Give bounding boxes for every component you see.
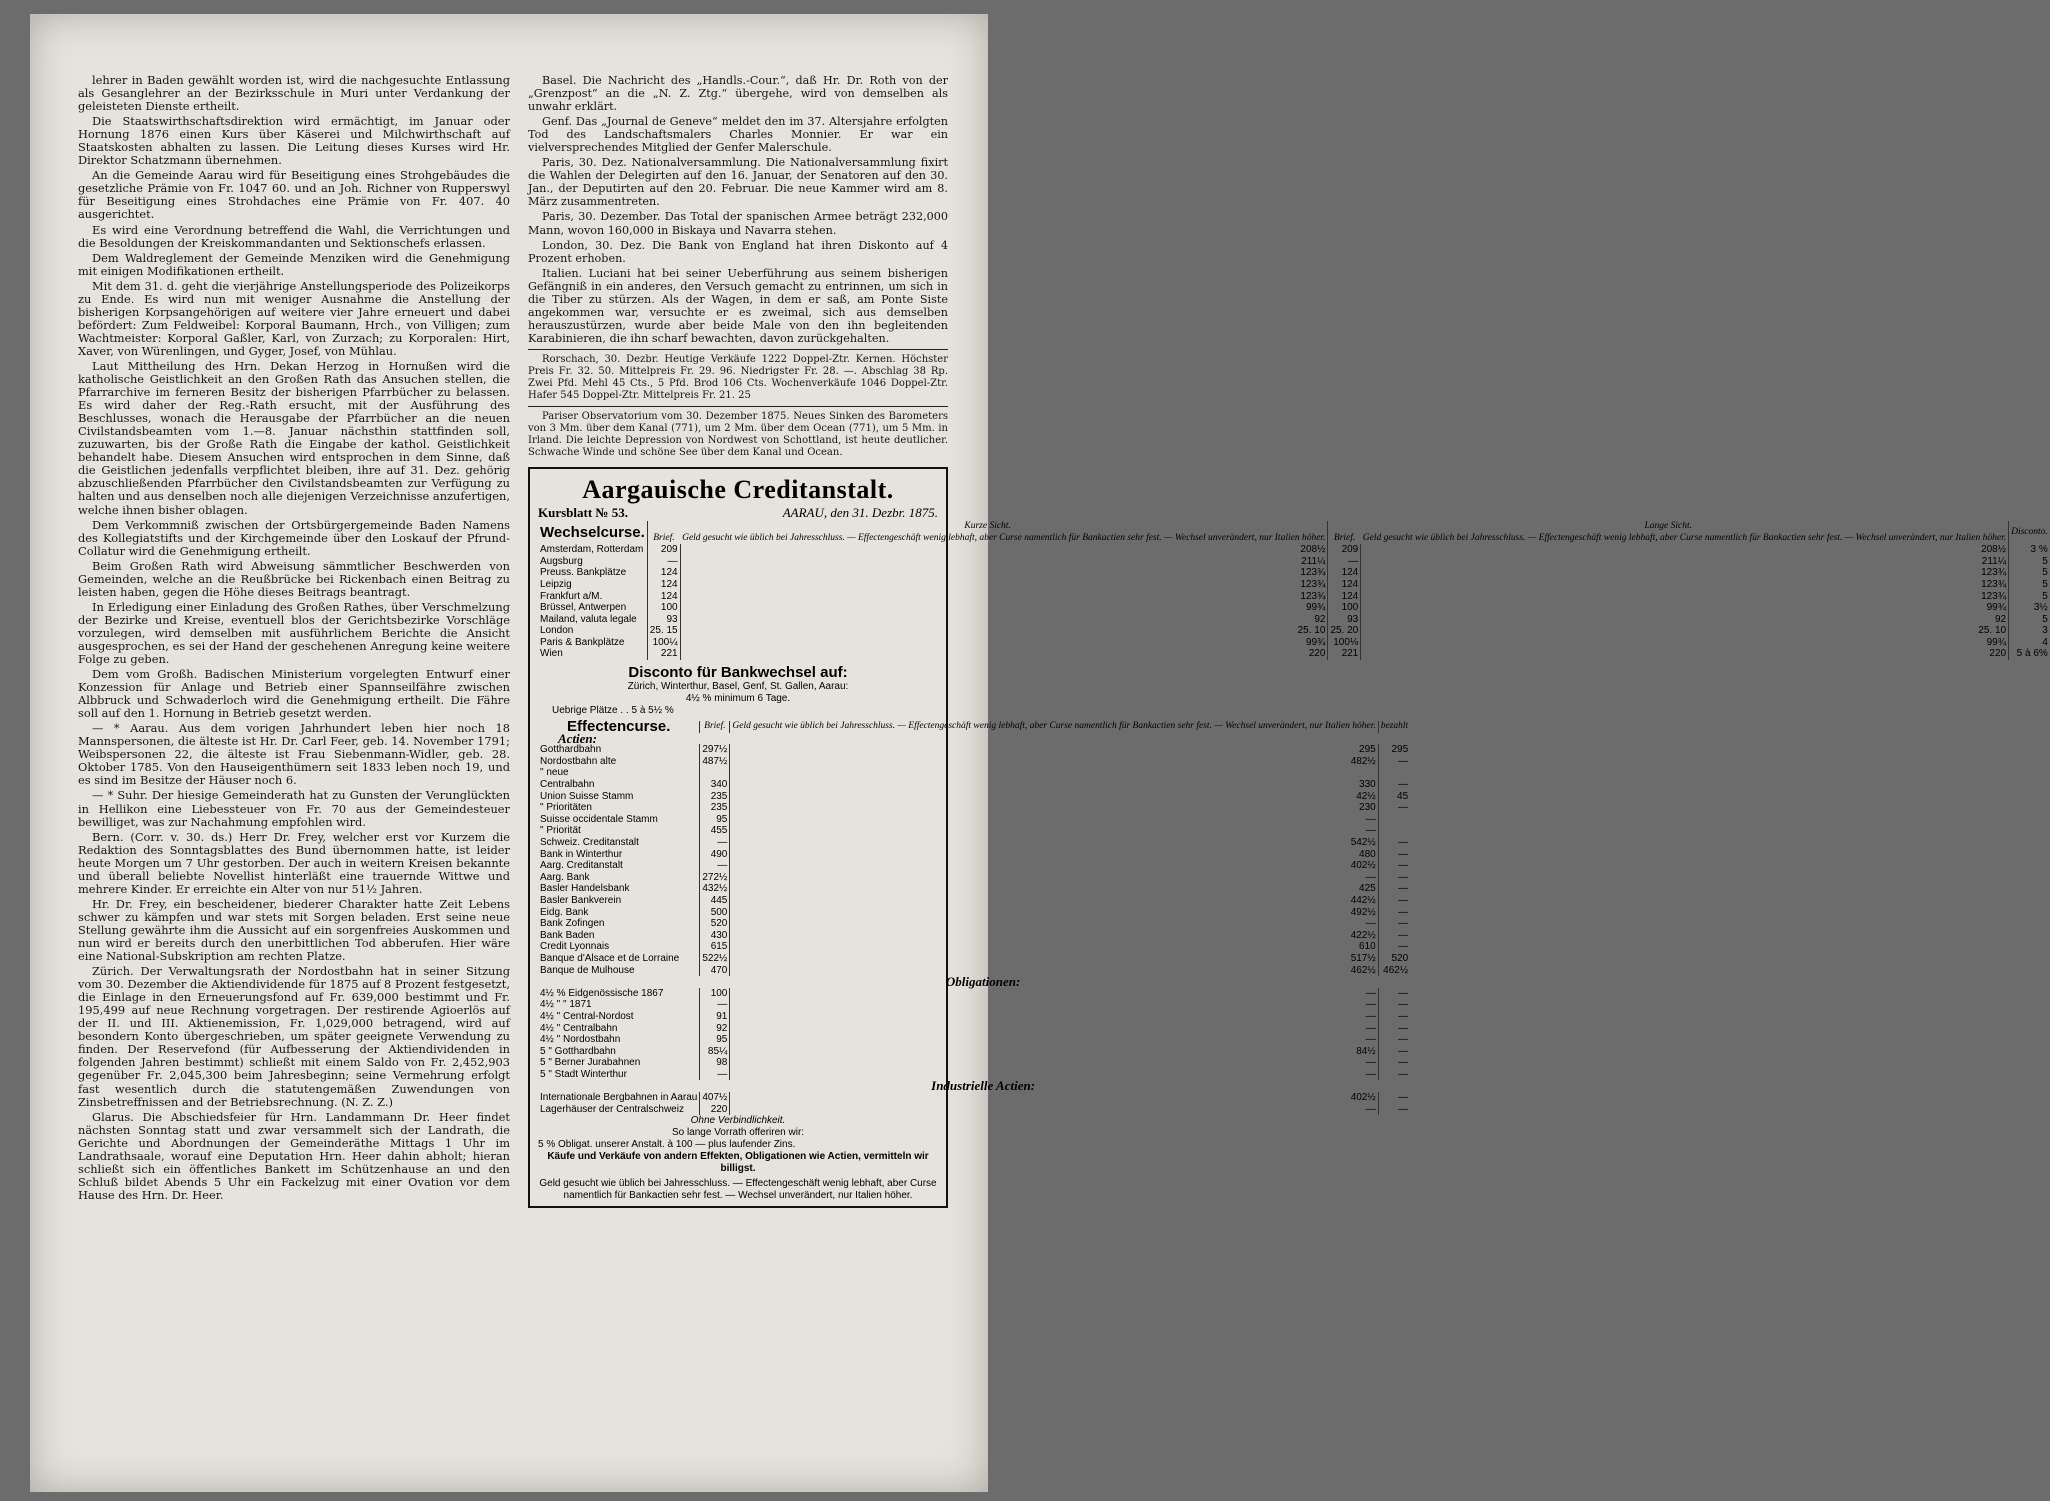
row-value: 522½ [700,953,730,965]
row-value: 208½ [680,544,1328,556]
row-label: " Prioritäten [540,802,592,814]
article-paragraph: Dem Verkommniß zwischen der Ortsbürgergemeinde Baden Namens des Kollegiatstifts und der Kirchgemeinde über den Loskauf der Pfrund-Collatur wird die Genehmigung ertheilt. [78,517,510,558]
row-value: 84½ [730,1046,1378,1058]
news-paragraph: Italien. Luciani hat bei seiner Ueberführung aus seinem bisherigen Gefängniß in ein anderes, den Versuch gemacht zu entrinnen, um sich in die Tiber zu stürzen. Als der Wagen, in dem er saß, am Ponte Siste angekommen war, versuchte er es zweimal, sich aus demselben herauszustürzen, wurde aber beide Male von den ihn begleitenden Karabinieren, die ihn scharf bewachten, davon zurückgehalten. [528,266,948,345]
wechsel-row [538,567,2050,579]
row-value: 99¾ [680,637,1328,649]
row-value: 124 [647,591,680,603]
row-value: 5 [2009,567,2050,579]
row-value: 211¼ [1361,556,2009,568]
row-label: Lagerhäuser der Centralschweiz [540,1103,684,1115]
row-value: 297½ [700,744,730,756]
wechsel-row [538,602,2050,614]
article-paragraph: Die Staatswirthschaftsdirektion wird ermächtigt, im Januar oder Hornung 1876 einen Kurs über Käserei und Milchwirthschaft auf Staatskosten abhalten zu lassen. Die Leitung dieses Kurses wird Hr. Direktor Schatzmann übernehmen. [78,114,510,168]
row-label: Leipzig [540,578,572,590]
aktien-row [538,872,1410,884]
article-paragraph: Laut Mittheilung des Hrn. Dekan Herzog in Hornußen wird die katholische Geistlichkeit an den Großen Rath das Ansuchen stellen, die Pfarrarchive im ferneren Besitz der bisherigen Pfarrbücher zu belassen. Es wird daher der Reg.-Rath ersucht, mit der Ausführung des Beschlusses, wonach die Herausgabe der Pfarrbücher an die neuen Civilstandsbeamten vom 1.—8. Januar nächsthin stattfinden soll, zuzuwarten, bis der Große Rath die Eingabe der kathol. Geistlichkeit behandelt habe. Diesem Ansuchen wird entsprochen in dem Sinne, daß die Geistlichen jedenfalls verpflichtet bleiben, ihre auf 31. Dez. gehörig abzuschließenden Pfarrbücher den Civilstandsbeamten zur Verfügung zu halten und aus denselben noch alle diejenigen Verzeichnisse anzufertigen, welche ihnen bisher oblagen. [78,358,510,517]
vorrath-line: So lange Vorrath offeriren wir: [671,1127,805,1139]
row-label: 4½ " " 1871 [540,999,592,1011]
row-value: — [1378,1104,1410,1116]
geld-header: Geld gesucht wie üblich bei Jahresschluss. — Effectengeschäft wenig lebhaft, aber Curse namentlich für Bankactien sehr fest. — Wechsel unverändert, nur Italien höher. [1362,532,2007,543]
aktien-row [538,791,1410,803]
row-value: 500 [700,907,730,919]
obligation-row [538,988,1410,1000]
row-value: 230 [730,802,1378,814]
row-value: — [1378,907,1410,919]
aktien-row [538,918,1410,930]
row-value: 123¾ [680,579,1328,591]
row-value: 208½ [1361,544,2009,556]
row-value: 100 [700,988,730,1000]
row-value: — [1378,999,1410,1011]
disconto-rate: 4½ % minimum 6 Tage. [685,693,791,705]
row-value [1378,814,1410,826]
brief-header: Brief. [700,721,730,733]
industrie-row [538,1092,1410,1104]
row-value: 5 à 6% [2009,648,2050,660]
row-label: Aarg. Creditanstalt [540,860,623,872]
obligation-row [538,1011,1410,1023]
row-value: 487½ [700,756,730,768]
row-value: 209 [1328,544,1361,556]
aktien-row [538,837,1410,849]
row-value: 123¾ [680,591,1328,603]
article-paragraph: Dem Waldreglement der Gemeinde Menziken wird die Genehmigung mit einigen Modifikationen ertheilt. [78,250,510,278]
aktien-row [538,849,1410,861]
wechsel-row [538,648,2050,660]
row-value: 480 [730,849,1378,861]
row-label: 5 " Berner Jurabahnen [540,1057,641,1069]
article-paragraph: Glarus. Die Abschiedsfeier für Hrn. Landammann Dr. Heer findet nächsten Sonntag statt und zwar versammelt sich der Landrath, die Gerichte und Abordnungen der Gemeinderäthe Mittags 1 Uhr im Landrathsaale, worauf eine Deputation Hrn. Heer dahin abholt; hieran schließt sich ein öffentliches Bankett im Schützenhause an und den Schluß bildet Abends 5 Uhr ein Fackelzug mit einer Ovation vor dem Hause des Hrn. Dr. Heer. [78,1109,510,1202]
row-value: 124 [1328,567,1361,579]
wechsel-row [538,544,2050,556]
row-value: — [1378,1046,1410,1058]
row-value: 615 [700,941,730,953]
row-value: — [700,860,730,872]
row-value: 100⅛ [1328,637,1361,649]
row-value: 124 [1328,579,1361,591]
article-paragraph: — * Suhr. Der hiesige Gemeinderath hat zu Gunsten der Verunglückten in Hellikon eine Liebessteuer von Fr. 70 aus der Gemeindesteuer bewilliget, was zur Nachahmung empfohlen wird. [78,788,510,829]
row-value: — [1378,930,1410,942]
advert-title: Aargauische Creditanstalt. [582,474,894,504]
row-value: 85¼ [700,1046,730,1058]
row-value [730,767,1378,779]
article-paragraph: Hr. Dr. Frey, ein bescheidener, biederer Charakter hatte Zeit Lebens schwer zu kämpfen und war stets mit Sorgen beladen. Erst seine neue Stellung gewährte ihm die Aussicht auf ein sorgenfreies Auskommen und nun wird er bereits durch den unerbittlichen Tod abberufen. Hier wäre eine National-Subskription am rechten Platze. [78,896,510,964]
row-value: — [1378,1034,1410,1046]
row-label: Paris & Bankplätze [540,636,625,648]
wechsel-title: Wechselcurse. [540,523,645,541]
row-value: — [1378,779,1410,791]
row-value: 93 [1328,614,1361,626]
row-label: Augsburg [540,555,583,567]
row-value: 402½ [730,1092,1378,1104]
row-value: 45 [1378,791,1410,803]
row-value: — [1378,1057,1410,1069]
wechsel-row [538,637,2050,649]
aktien-row [538,941,1410,953]
row-label: 4½ % Eidgenössische 1867 [540,987,664,999]
wechsel-row [538,556,2050,568]
row-value: — [1378,1011,1410,1023]
industrie-row [538,1104,1410,1116]
creditanstalt-advert [528,467,2048,1208]
row-value: 3 % [2009,544,2050,556]
row-value: — [730,872,1378,884]
article-paragraph: Bern. (Corr. v. 30. ds.) Herr Dr. Frey, welcher erst vor Kurzem die Redaktion des Sonntagsblattes des Bund übernommen hatte, ist leider heute Morgen um 7 Uhr gestorben. Der auch in weitern Kreisen bekannte und überall beliebte Novellist hinterläßt eine trauernde Wittwe und mehrere Kinder. Er erreichte ein Alter von nur 51½ Jahren. [78,829,510,896]
row-value: 221 [647,648,680,660]
row-label: " Priorität [540,825,581,837]
row-value: 462½ [1378,965,1410,977]
obligation-offer: 5 % Obligat. unserer Anstalt. à 100 — plus laufender Zins. [538,1139,796,1151]
row-value: — [1378,872,1410,884]
row-value: — [730,1069,1378,1081]
row-value: 295 [730,744,1378,756]
row-value: — [730,814,1378,826]
article-paragraph: — * Aarau. Aus dem vorigen Jahrhundert leben hier noch 18 Mannspersonen, die älteste ist Hr. Dr. Carl Feer, geb. 14. November 1791; Weibspersonen 22, die älteste ist Frau Siebenmann-Widler, geb. 28. Oktober 1785. Von den Hauseigenthümern seit 1833 leben noch 19, und es sind im Besitze der Häuser noch 6. [78,721,510,788]
row-value: — [700,999,730,1011]
news-paragraph: Paris, 30. Dezember. Das Total der spanischen Armee beträgt 232,000 Mann, wovon 160,000 in Biskaya und Navarra stehen. [528,210,948,237]
row-label: 5 " Gotthardbahn [540,1045,616,1057]
row-value: 124 [1328,591,1361,603]
market-report: Rorschach, 30. Dezbr. Heutige Verkäufe 1222 Doppel-Ztr. Kernen. Höchster Preis Fr. 32. 50. Mittelpreis Fr. 29. 96. Niedrigster Fr. 28. —. Abschlag 38 Rp. Zwei Pfd. Mehl 45 Cts., 5 Pfd. Brod 106 Cts. Wochenverkäufe 1046 Doppel-Ztr. Hafer 545 Doppel-Ztr. Mittelpreis Fr. 21. 25 [528,353,948,401]
row-label: Schweiz. Creditanstalt [540,837,639,848]
row-label: Nordostbahn alte [540,755,617,767]
row-value: 92 [680,614,1328,626]
kauf-verkauf: Käufe und Verkäufe von andern Effekten, Obligationen wie Actien, vermitteln wir billigst. [547,1151,929,1175]
row-label: Banque de Mulhouse [540,964,635,976]
aktien-row [538,907,1410,919]
row-value: — [1378,756,1410,768]
article-paragraph: lehrer in Baden gewählt worden ist, wird die nachgesuchte Entlassung als Gesanglehrer an der Bezirksschule in Muri unter Verdankung der geleisteten Dienste ertheilt. [78,73,510,114]
row-value: 123¾ [1361,591,2009,603]
row-label: 5 " Stadt Winterthur [540,1068,627,1080]
row-value: 123¾ [680,567,1328,579]
row-value: — [1378,802,1410,814]
row-value: 492½ [730,907,1378,919]
effecten-table [538,718,1410,1115]
row-value: — [1378,860,1410,872]
row-value: 422½ [730,930,1378,942]
left-column [78,74,510,1204]
row-value: 5 [2009,591,2050,603]
row-value: — [730,825,1378,837]
row-value: — [1378,918,1410,930]
wechsel-table [538,521,2050,660]
disconto-title: Disconto für Bankwechsel auf: [628,664,848,682]
row-value: 25. 15 [647,625,680,637]
article-paragraph: Dem vom Großh. Badischen Ministerium vorgelegten Entwurf einer Konzession für Anlage und Betrieb einer Spannseilfähre zwischen Albbruck und Schwaderloch wird die Genehmigung ertheilt. Die Fähre soll auf den 1. Hornung in Betrieb gesetzt werden. [78,667,510,721]
ohne-verbindlichkeit: Ohne Verbindlichkeit. [690,1115,786,1127]
row-value: — [1378,837,1410,849]
weather-report: Pariser Observatorium vom 30. Dezember 1875. Neues Sinken des Barometers von 3 Mm. über dem Kanal (771), um 2 Mm. über dem Ocean (771), um 5 Mm. in Irland. Die leichte Depression von Nordwest von Schottland, ist heute deutlicher. Schwache Winde und schöne See über dem Kanal und Ocean. [528,410,948,458]
row-label: Basler Bankverein [540,894,622,906]
row-value: 295 [1378,744,1410,756]
row-label: Internationale Bergbahnen in Aarau [540,1092,698,1104]
row-value: 235 [700,791,730,803]
row-label: Mailand, valuta legale [540,613,637,625]
lange-sicht-header: Lange Sicht. [1328,521,2009,533]
row-label: Amsterdam, Rotterdam [540,544,644,556]
row-label: " neue [540,767,569,779]
row-label: Frankfurt a/M. [540,590,603,602]
row-value: — [1378,849,1410,861]
article-paragraph: In Erledigung einer Einladung des Großen Rathes, über Verschmelzung der Bezirke und Kreise, eventuell blos der Gerichtsbezirke Vorschläge vorzulegen, wird demselben mit ausführlichem Berichte die Ansicht ausgesprochen, es sei der Hand der geschehenen Anregung keine weitere Folge zu geben. [78,599,510,667]
aktien-row [538,953,1410,965]
aktien-row [538,814,1410,826]
row-value [700,767,730,779]
row-value: 5 [2009,556,2050,568]
row-value: 25. 10 [680,625,1328,637]
disconto-places: Zürich, Winterthur, Basel, Genf, St. Gallen, Aarau: [627,681,849,693]
row-label: Union Suisse Stamm [540,790,634,802]
row-value: 123¾ [1361,567,2009,579]
row-value: 5 [2009,579,2050,591]
aktien-row [538,756,1410,768]
obligation-row [538,1034,1410,1046]
aktien-row [538,744,1410,756]
row-label: 4½ " Centralbahn [540,1022,618,1034]
geld-header: Geld gesucht wie üblich bei Jahresschluss. — Effectengeschäft wenig lebhaft, aber Curse namentlich für Bankactien sehr fest. — Wechsel unverändert, nur Italien höher. [682,532,1326,543]
wechsel-row [538,625,2050,637]
row-value: — [1378,988,1410,1000]
row-value: — [647,556,680,568]
row-value: 95 [700,1034,730,1046]
aktien-row [538,779,1410,791]
row-label: 4½ " Central-Nordost [540,1010,634,1022]
aktien-row [538,895,1410,907]
row-label: Wien [540,648,563,660]
row-value: — [730,1023,1378,1035]
wechsel-row [538,591,2050,603]
right-column [528,74,2048,1208]
row-value: 98 [700,1057,730,1069]
row-value: — [1378,1092,1410,1104]
row-value: 340 [700,779,730,791]
bezahlt-header: bezahlt [1378,721,1410,733]
row-value: 221 [1328,648,1361,660]
row-value: 91 [700,1011,730,1023]
row-label: Aarg. Bank [540,871,590,883]
row-value: 455 [700,825,730,837]
row-label: Basler Handelsbank [540,883,630,895]
kursblatt-number: Kursblatt № 53. [538,504,628,520]
news-paragraph: Genf. Das „Journal de Geneve“ meldet den im 37. Altersjahre erfolgten Tod des Landschaftsmalers Charles Monnier. Er war ein vielversprechendes Mitglied der Genfer Malerschule. [528,115,948,155]
row-value: — [1378,895,1410,907]
aktien-heading: Actien: [558,730,597,746]
row-value: 42½ [730,791,1378,803]
row-value: 235 [700,802,730,814]
row-value: 3 [2009,625,2050,637]
disconto-header: Disconto. [2009,521,2050,544]
disconto-other: Uebrige Plätze . . 5 à 5½ % [552,705,674,717]
row-value: 25. 20 [1328,625,1361,637]
row-value: — [730,1034,1378,1046]
row-value: 490 [700,849,730,861]
article-paragraph: Beim Großen Rath wird Abweisung sämmtlicher Beschwerden von Gemeinden, welche an die Reußbrücke bei Rickenbach einen Beitrag zu leisten haben, gegen die Höhe dieses Beitrags beantragt. [78,558,510,599]
row-value: 95 [700,814,730,826]
kurze-sicht-header: Kurze Sicht. [647,521,1328,533]
row-value: 432½ [700,883,730,895]
row-value: — [700,1069,730,1081]
geld-header: Geld gesucht wie üblich bei Jahresschluss. — Effectengeschäft wenig lebhaft, aber Curse namentlich für Bankactien sehr fest. — Wechsel unverändert, nur Italien höher. [730,721,1378,733]
brief-header: Brief. [1328,533,1361,545]
row-value: 100 [647,602,680,614]
row-value: 25. 10 [1361,625,2009,637]
obligation-row [538,1023,1410,1035]
row-value: 123¾ [1361,579,2009,591]
wechsel-row [538,614,2050,626]
row-label: Credit Lyonnais [540,941,610,953]
row-value: 220 [1361,648,2009,660]
aktien-row [538,860,1410,872]
row-value: — [730,1104,1378,1116]
row-value: 542½ [730,837,1378,849]
aktien-row [538,930,1410,942]
row-value: 482½ [730,756,1378,768]
row-label: Bank Baden [540,929,595,941]
aktien-row [538,883,1410,895]
row-value: — [1378,941,1410,953]
row-value: 402½ [730,860,1378,872]
news-paragraph: London, 30. Dez. Die Bank von England hat ihren Diskonto auf 4 Prozent erhoben. [528,238,948,265]
row-label: London [540,625,574,637]
row-value: 430 [700,930,730,942]
row-value: 99¾ [1361,602,2009,614]
row-label: Gotthardbahn [540,744,602,756]
row-value: 92 [700,1023,730,1035]
row-value [1378,767,1410,779]
row-value: — [1378,883,1410,895]
row-value: 211¼ [680,556,1328,568]
row-label: Banque d'Alsace et de Lorraine [540,952,680,964]
row-value: — [730,988,1378,1000]
wechsel-row [538,579,2050,591]
row-value: — [1378,1023,1410,1035]
obligation-row [538,1046,1410,1058]
row-value: 209 [647,544,680,556]
obligation-row [538,999,1410,1011]
row-value: 100¼ [647,637,680,649]
row-label: Centralbahn [540,779,595,791]
article-paragraph: Es wird eine Verordnung betreffend die Wahl, die Verrichtungen und die Besoldungen der Kreiskommandanten und Sektionschefs erlassen. [78,222,510,250]
obligation-row [538,1057,1410,1069]
row-value: 462½ [730,965,1378,977]
row-value: 99¾ [680,602,1328,614]
row-value: 4 [2009,637,2050,649]
row-value: — [730,1057,1378,1069]
row-value: — [730,999,1378,1011]
row-value: 93 [647,614,680,626]
row-value: 425 [730,883,1378,895]
row-label: Bank in Winterthur [540,848,623,860]
row-value: 124 [647,579,680,591]
newspaper-page [30,14,2048,1492]
row-label: Suisse occidentale Stamm [540,813,658,825]
row-value: — [1378,1069,1410,1081]
row-value: 220 [680,648,1328,660]
article-paragraph: Zürich. Der Verwaltungsrath der Nordostbahn hat in seiner Sitzung vom 30. Dezember die Aktiendividende für 1875 auf 8 Prozent festgesetzt, die Einlage in den Erneuerungsfond auf Fr. 639,000 bestimmt und Fr. 195,499 auf neue Rechnung vorgetragen. Der restirende Agioerlös auf der II. und III. Aktienemission, Fr. 1,029,000 betragend, wird auf besondern Konto übergeschrieben, um später geeignete Verwendung zu finden. Der Reservefond (für Aufbesserung der Aktiendividenden in folgenden Jahren bestimmt) schließt mit einem Saldo von Fr. 2,452,903 gegenüber Fr. 2,045,300 beim Jahresbeginn; seine Vermehrung erfolgt fast wesentlich durch die statutengemäßen Zuwendungen von Zinsbetreffnissen and der Betriebsrechnung. (N. Z. Z.) [78,964,510,1109]
row-value: 272½ [700,872,730,884]
news-paragraph: Basel. Die Nachricht des „Handls.-Cour.“, daß Hr. Dr. Roth von der „Grenzpost“ an die „N. Z. Ztg.“ übergehe, wird von demselben als unwahr erklärt. [528,74,948,114]
row-value: — [700,837,730,849]
row-value: 330 [730,779,1378,791]
row-value: 100 [1328,602,1361,614]
row-value: 3½ [2009,602,2050,614]
row-value: 5 [2009,614,2050,626]
row-value: — [1328,556,1361,568]
article-paragraph: Mit dem 31. d. geht die vierjährige Anstellungsperiode des Polizeikorps zu Ende. Es wird nun mit weniger Ausnahme die Anstellung der bisherigen Korpsangehörigen auf weitere vier Jahre erneuert und dabei befördert: Zum Feldweibel: Korporal Baumann, Hrch., von Villigen; zum Wachtmeister: Korporal Gaßler, Karl, von Zurzach; zu Korporalen: Hirt, Xaver, von Würenlingen, und Gyger, Josef, von Mühlau. [78,278,510,358]
aktien-row [538,825,1410,837]
row-value: 520 [1378,953,1410,965]
row-value: 520 [700,918,730,930]
row-value: 99¾ [1361,637,2009,649]
row-value: 445 [700,895,730,907]
row-value: 220 [700,1104,730,1116]
row-label: Preuss. Bankplätze [540,567,627,579]
row-value: 407½ [700,1092,730,1104]
row-value: 610 [730,941,1378,953]
row-value: 517½ [730,953,1378,965]
row-value: 470 [700,965,730,977]
row-label: 4½ " Nordostbahn [540,1034,621,1046]
row-value: 92 [1361,614,2009,626]
aktien-row [538,767,1410,779]
row-value: 124 [647,567,680,579]
row-value: 442½ [730,895,1378,907]
row-label: Bank Zofingen [540,918,605,930]
row-value: — [730,918,1378,930]
industrielle-heading: Industrielle Actien: [931,1078,1036,1094]
geld-note: Geld gesucht wie üblich bei Jahresschluss. — Effectengeschäft wenig lebhaft, aber Curse namentlich für Bankactien sehr fest. — Wechsel unverändert, nur Italien höher. [539,1178,937,1202]
obligationen-heading: Obligationen: [945,974,1021,990]
row-label: Brüssel, Antwerpen [540,602,627,614]
aktien-row [538,802,1410,814]
brief-header: Brief. [647,533,680,545]
row-value: — [730,1011,1378,1023]
news-paragraph: Paris, 30. Dez. Nationalversammlung. Die Nationalversammlung fixirt die Wahlen der Delegirten auf den 16. Januar, der Senatoren auf den 30. Jan., der Deputirten auf den 20. Februar. Die neue Kammer wird am 8. März zusammentreten. [528,156,948,209]
effecten-title: Effectencurse. [566,718,671,736]
row-label: Eidg. Bank [540,906,589,918]
article-paragraph: An die Gemeinde Aarau wird für Beseitigung eines Strohgebäudes die gesetzliche Prämie von Fr. 1047 60. und an Joh. Richner von Rupperswyl für Beseitigung eines Strohdaches eine Prämie von Fr. 407. 40 ausgerichtet. [78,168,510,222]
row-value [1378,825,1410,837]
advert-date: AARAU, den 31. Dezbr. 1875. [782,504,938,520]
